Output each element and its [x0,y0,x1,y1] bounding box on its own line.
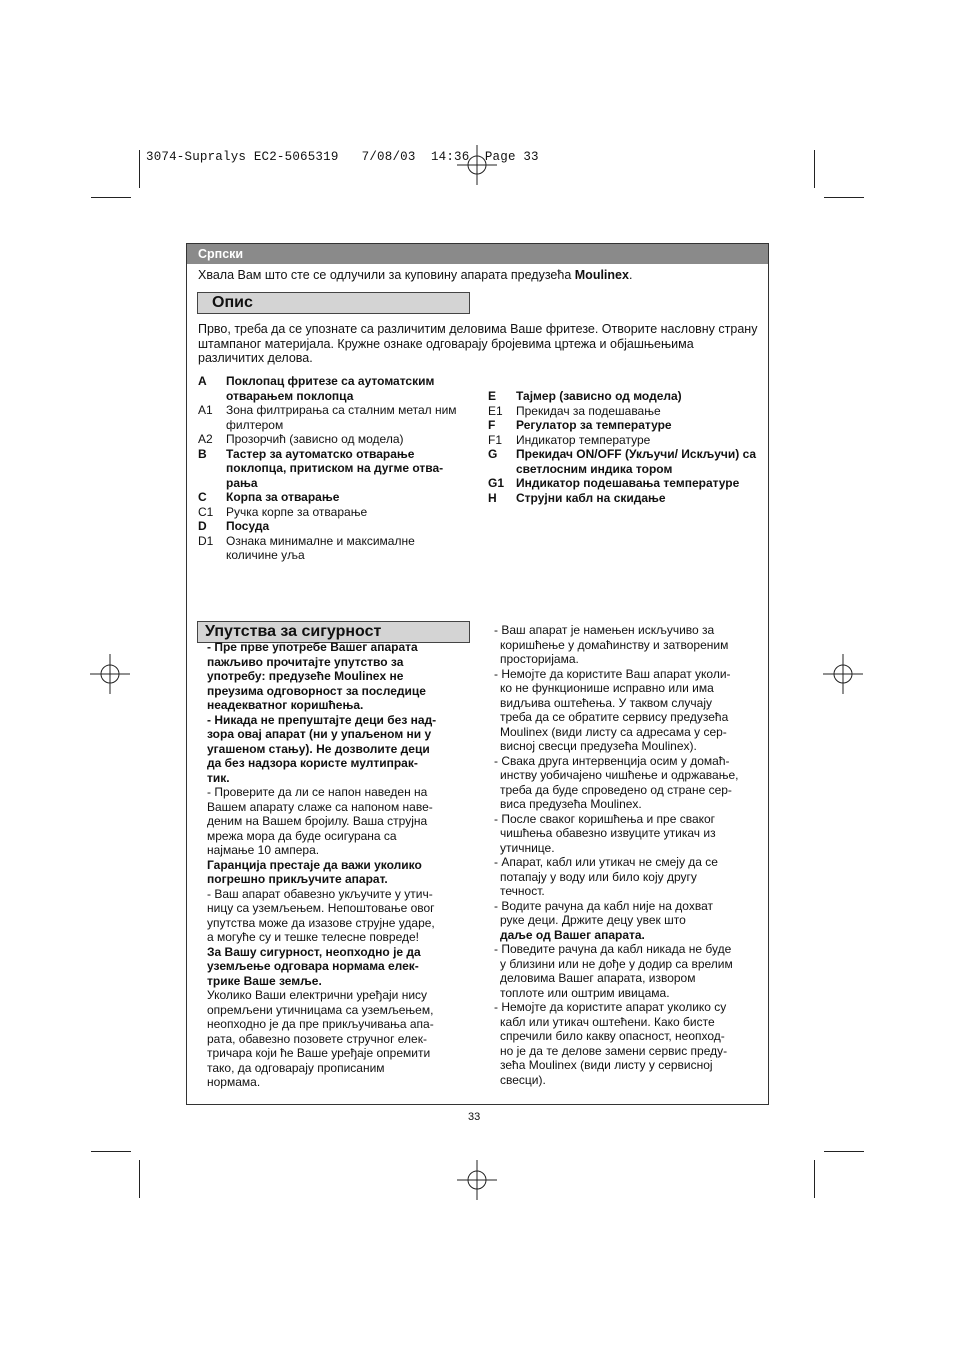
safety-line: деним на Вашем бројилу. Ваша струјна [207,814,428,828]
part-label: Индикатор температуре [516,432,651,447]
safety-line: тик. [207,770,230,785]
part-item [198,447,463,491]
part-item [488,433,763,448]
part-key: B [198,446,207,461]
part-item [488,418,763,433]
safety-line: утичнице. [500,840,555,855]
safety-line: тако, да одговарају прописаним [207,1060,385,1075]
safety-line: Вашем апарату слаже са напоном наве- [207,799,433,814]
safety-column-right [494,623,764,1087]
safety-line: уземљење одговара нормама елек- [207,959,419,973]
safety-line: Гаранција престаје да важи уколико [207,857,422,872]
safety-line: свесци). [500,1072,546,1087]
safety-line: рата, обавезно позовете стручног елек- [207,1031,427,1046]
crop-mark [139,150,140,188]
crop-mark [139,1160,140,1198]
safety-line: Уколико Ваши електрични уређаји нису [207,988,428,1002]
safety-line: - Апарат, кабл или утикач не смеју да се [494,855,718,869]
safety-line: тричара који ће Ваше уређаје опремити [207,1046,431,1060]
safety-line: ницу са уземљењем. Непоштовање овог [207,901,435,915]
part-item [198,490,463,505]
part-key: G1 [488,476,505,490]
safety-line: но је да те делове замени сервис преду- [500,1043,728,1058]
safety-line: најмање 10 ампера. [207,843,320,857]
part-item [488,447,763,476]
crop-mark [814,1160,815,1198]
part-key: A1 [198,403,213,417]
safety-line: треба да буде спроведено од стране сер- [500,782,732,797]
part-key: A2 [198,432,213,446]
part-item [488,491,763,506]
safety-line: - После сваког коришћења и пре сваког [494,811,716,826]
safety-line: даље од Вашег апарата. [500,927,645,942]
intro-text [198,268,632,282]
part-key: A [198,374,207,388]
part-key: H [488,490,497,505]
safety-line: За Вашу сигурност, неопходно је да [207,944,421,959]
safety-line: у близини или не дође у додир са врелим [500,956,733,971]
safety-line: течност. [500,884,545,898]
safety-line: погрешно прикључите апарат. [207,872,388,886]
safety-line: руке деци. Држите децу увек што [500,913,686,927]
part-key: G [488,447,498,461]
part-label: Тастер за аутоматско отварање поклопца, притиском на дугме отва-рања [226,446,444,490]
registration-mark-icon [823,654,863,694]
safety-line: мрежа мора да буде осигурана са [207,828,397,843]
part-key: D1 [198,533,214,548]
printer-slug: 3074-Supralys EC2-5065319 7/08/03 14:36 Page 33 [146,150,539,164]
crop-mark [814,150,815,188]
part-label: Ознака минималне и максималне количине уља [226,533,415,562]
safety-line: употребу: предузеће Moulinex не [207,669,404,683]
safety-line: деловима Вашег апарата, извором [500,971,696,985]
safety-line: опремљени утичницама са уземљењем, [207,1002,434,1017]
part-label: Прекидач за подешавање [516,403,661,418]
crop-mark [824,197,864,198]
part-key: C [198,490,207,504]
safety-column-left [207,640,472,1090]
parts-list-right [488,389,763,505]
safety-line: а могуће су и тешке телесне повреде! [207,930,420,944]
safety-line: - Ваш апарат обавезно укључите у утич- [207,886,433,901]
safety-line: пажљиво прочитајте упутство за [207,654,404,669]
page-number: 33 [468,1111,481,1123]
safety-line: коришћење у домаћинству и затвореним [500,637,729,652]
part-label: Прекидач ON/OFF (Укључи/ Искључи) са светлосним индика тором [516,447,757,476]
part-item [198,432,463,447]
part-label: Зона филтрирања са сталним метал ним филтером [226,403,457,432]
part-key: F1 [488,432,503,447]
part-label: Посуда [226,519,270,533]
part-item [198,403,463,432]
safety-line: преузима одговорност за последице [207,683,426,698]
safety-line: Moulinex (види листу са адресама у сер- [500,724,727,739]
safety-line: спречили било какву опасност, неопход- [500,1029,725,1043]
intro-body: Хвала Вам што сте се одлучили за куповину апарата предузећа [198,268,575,282]
registration-mark-icon [457,145,497,185]
safety-line: инству уобичајено чишћење и одржавање, [500,768,739,782]
content-frame [186,243,769,1105]
part-key: F [488,418,496,432]
safety-line: кабл или утикач оштећени. Како бисте [500,1014,715,1029]
safety-line: просторијама. [500,652,579,666]
safety-line: - Немојте да користите Ваш апарат уколи- [494,666,731,681]
part-label: Струјни кабл на скидање [516,490,666,505]
part-label: Индикатор подешавања температуре [516,476,740,490]
safety-line: потапају у воду или било коју другу [500,869,697,884]
part-label: Поклопац фритезе са аутоматским отварањем поклопца [226,374,435,403]
intro-brand: Moulinex [574,268,629,282]
crop-mark [91,197,131,198]
safety-line: чишћења обавезно извуците утикач из [500,826,716,840]
safety-line: - Проверите да ли се напон наведен на [207,785,428,799]
part-item [198,374,463,403]
part-label: Регулатор за температуре [516,418,672,432]
opis-text: Прво, треба да се упознате са различитим деловима Ваше фритезе. Отворите насловну страну штампаног материјала. Кружне ознаке одговарају бројевима цртежа и објашњењима различитих делова. [198,322,758,366]
part-key: E [488,389,497,403]
part-key: E1 [488,403,503,418]
safety-line: - Ваш апарат је намењен искључиво за [494,623,715,637]
safety-line: упутства може да изазове струјне ударе, [207,915,435,930]
safety-line: - Водите рачуна да кабл није на дохват [494,898,713,913]
registration-mark-icon [457,1160,497,1200]
safety-line: да без надзора користе мултипрак- [207,756,418,770]
part-item [488,476,763,491]
part-item [488,404,763,419]
safety-line: - Пре прве употребе Вашег апарата [207,640,418,654]
safety-line: трике Ваше земље. [207,973,322,988]
safety-line: - Немојте да користите апарат уколико су [494,1000,727,1014]
part-label: Ручка корпе за отварање [226,504,368,519]
safety-line: видљива оштећења. У таквом случају [500,695,713,710]
safety-line: - Никада не препуштајте деци без над- [207,712,437,727]
part-key: D [198,519,207,533]
part-item [488,389,763,404]
safety-line: висној свесци предузећа Moulinex). [500,739,697,753]
part-item [198,519,463,534]
parts-list-left [198,374,463,563]
safety-line: зора овај апарат (ни у упаљеном ни у [207,727,432,741]
part-key: C1 [198,504,214,519]
section-title-opis: Опис [197,292,470,314]
safety-line: - Поведите рачуна да кабл никада не буде [494,942,732,956]
safety-line: неопходно је да пре прикључивања апа- [207,1017,434,1031]
safety-line: угашеном стању). Не дозволите деци [207,741,430,756]
part-label: Прозорчић (зависно од модела) [226,432,404,446]
language-bar: Српски [187,244,768,264]
safety-line: зећа Moulinex (види листу у сервисној [500,1058,713,1072]
crop-mark [824,1151,864,1152]
registration-mark-icon [90,654,130,694]
part-label: Тајмер (зависно од модела) [516,389,682,403]
safety-line: треба да се обратите сервису предузећа [500,710,729,724]
safety-line: неадекватног коришћења. [207,698,364,712]
part-label: Корпа за отварање [226,490,340,504]
part-item [198,505,463,520]
safety-line: ко не функционише исправно или има [500,681,714,695]
safety-line: топлоте или оштрим ивицама. [500,985,670,1000]
safety-line: нормама. [207,1075,261,1089]
part-item [198,534,463,563]
safety-line: - Свака друга интервенција осим у домаћ- [494,753,730,768]
intro-end: . [628,268,633,282]
safety-line: виса предузећа Moulinex. [500,797,642,811]
crop-mark [91,1151,131,1152]
section-title-safety: Упутства за сигурност [197,621,470,643]
